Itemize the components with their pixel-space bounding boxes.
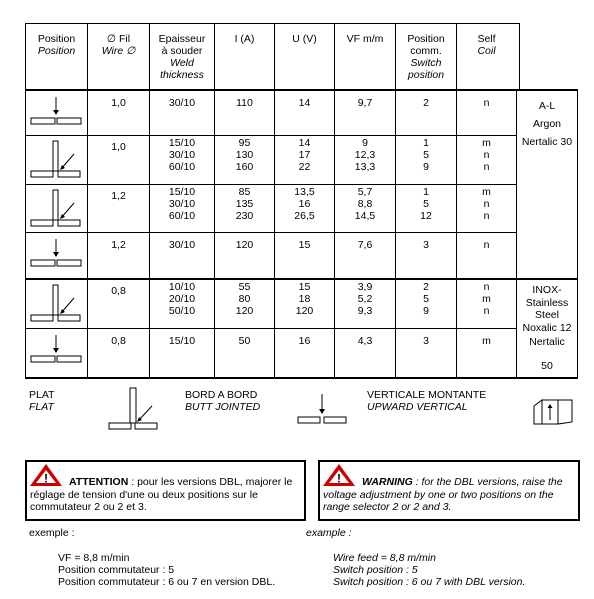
header-position: Position Position <box>37 33 76 57</box>
voltage-value: 26,5 <box>294 210 315 222</box>
butt-joint-icon <box>30 283 84 325</box>
wire-diameter: 0,8 <box>111 285 126 297</box>
switch-value: 2 <box>423 97 429 109</box>
cell-switch <box>396 186 456 222</box>
coil-value: m <box>482 293 491 305</box>
cell-thickness <box>150 186 214 222</box>
example-line3-en: Switch position : 6 ou 7 with DBL version. <box>333 576 526 588</box>
switch-value: 9 <box>423 305 429 317</box>
speed-value: 13,3 <box>354 161 376 173</box>
wire-diameter: 1,0 <box>111 141 126 153</box>
speed-value: 14,5 <box>354 210 376 222</box>
switch-value: 1 <box>423 186 429 198</box>
legend-vertical-label: VERTICALE MONTANTE UPWARD VERTICAL <box>367 389 487 413</box>
cell-thickness <box>150 97 214 109</box>
current-value: 120 <box>235 305 254 317</box>
thickness-value: 15/10 <box>168 335 196 347</box>
current-value: 135 <box>235 198 254 210</box>
thickness-value: 15/10 <box>168 186 196 198</box>
wire-diameter: 0,8 <box>111 335 126 347</box>
upward-vertical-joint-icon <box>532 396 574 426</box>
switch-value: 3 <box>423 239 429 251</box>
cell-coil <box>457 186 516 222</box>
voltage-value: 15 <box>298 239 311 251</box>
cell-voltage <box>275 137 334 173</box>
thickness-value: 60/10 <box>168 210 196 222</box>
cell-speed <box>335 281 395 317</box>
header-voltage: U (V) <box>292 33 317 45</box>
warning-box-fr <box>25 460 306 521</box>
cell-switch <box>396 239 456 251</box>
header-current: I (A) <box>234 33 255 45</box>
cell-switch <box>396 281 456 317</box>
cell-speed <box>335 137 395 173</box>
warning-triangle-icon <box>322 463 356 487</box>
wire-diameter: 1,2 <box>111 239 126 251</box>
butt-joint-icon <box>30 188 84 230</box>
legend-flat-label: PLAT FLAT <box>29 389 55 413</box>
speed-value: 3,9 <box>357 281 373 293</box>
warning-triangle-icon <box>29 463 63 487</box>
voltage-value: 18 <box>298 293 311 305</box>
cell-thickness <box>150 335 214 347</box>
example-line3-fr: Position commutateur : 6 ou 7 en version DBL. <box>58 576 276 588</box>
thickness-value: 30/10 <box>168 198 196 210</box>
speed-value: 5,7 <box>357 186 373 198</box>
cell-switch <box>396 97 456 109</box>
current-value: 80 <box>238 293 251 305</box>
coil-value: n <box>483 97 490 109</box>
voltage-value: 16 <box>298 335 311 347</box>
speed-value: 9,7 <box>357 97 373 109</box>
warning-title-fr: ATTENTION <box>69 476 129 488</box>
cell-voltage <box>275 239 334 251</box>
cell-thickness <box>150 281 214 317</box>
switch-value: 5 <box>423 293 429 305</box>
current-value: 50 <box>238 335 251 347</box>
coil-value: n <box>483 210 490 222</box>
thickness-value: 10/10 <box>168 281 196 293</box>
cell-speed <box>335 186 395 222</box>
coil-value: n <box>483 198 490 210</box>
gas-group-1: A-L Argon Nertalic 30 <box>521 100 573 148</box>
speed-value: 5,2 <box>357 293 373 305</box>
example-label-en: example : <box>306 527 352 539</box>
thickness-value: 30/10 <box>168 239 196 251</box>
butt-joint-icon <box>108 386 158 434</box>
current-value: 230 <box>235 210 254 222</box>
coil-value: m <box>482 137 491 149</box>
flat-position-icon <box>30 332 84 374</box>
cell-voltage <box>275 186 334 222</box>
cell-coil <box>457 281 516 317</box>
speed-value: 7,6 <box>357 239 373 251</box>
current-value: 85 <box>238 186 251 198</box>
voltage-value: 17 <box>298 149 311 161</box>
example-block-fr <box>58 552 275 588</box>
voltage-value: 13,5 <box>294 186 315 198</box>
header-speed: VF m/m <box>346 33 384 45</box>
cell-current <box>215 335 274 347</box>
header-wire: ∅ Fil Wire ∅ <box>101 33 136 57</box>
cell-coil <box>457 239 516 251</box>
cell-current <box>215 281 274 317</box>
cell-speed <box>335 335 395 347</box>
cell-current <box>215 239 274 251</box>
gas-group-2: INOX- Stainless Steel Noxalic 12 <box>522 284 572 334</box>
legend-butt-label: BORD A BORD BUTT JOINTED <box>185 389 261 413</box>
example-line1-fr: VF = 8,8 m/min <box>58 552 130 564</box>
voltage-value: 22 <box>298 161 311 173</box>
cell-current <box>215 186 274 222</box>
voltage-value: 15 <box>298 281 311 293</box>
warning-box-en <box>318 460 580 521</box>
cell-switch <box>396 335 456 347</box>
header-switch: Position comm. Switch position <box>407 33 445 81</box>
flat-position-icon <box>30 236 84 278</box>
current-value: 130 <box>235 149 254 161</box>
warning-line3-en: range selector 2 or 2 and 3. <box>323 501 452 513</box>
coil-value: n <box>483 281 490 293</box>
warning-line2-en: voltage adjustment by one or two positions on the <box>323 489 554 501</box>
switch-value: 5 <box>423 149 429 161</box>
switch-value: 3 <box>423 335 429 347</box>
example-label-fr: exemple : <box>29 527 75 539</box>
switch-value: 5 <box>423 198 429 210</box>
cell-voltage <box>275 281 334 317</box>
cell-voltage <box>275 97 334 109</box>
coil-value: n <box>483 239 490 251</box>
speed-value: 12,3 <box>354 149 376 161</box>
thickness-value: 50/10 <box>168 305 196 317</box>
cell-voltage <box>275 335 334 347</box>
speed-value: 9 <box>362 137 368 149</box>
header-coil: Self Coil <box>477 33 496 57</box>
switch-value: 1 <box>423 137 429 149</box>
current-value: 110 <box>236 97 253 109</box>
wire-diameter: 1,2 <box>111 190 126 202</box>
voltage-value: 16 <box>298 198 311 210</box>
thickness-value: 20/10 <box>168 293 196 305</box>
thickness-value: 15/10 <box>168 137 196 149</box>
warning-title-en: WARNING <box>362 476 413 488</box>
example-block-en <box>333 552 525 588</box>
example-line2-en: Switch position : 5 <box>333 564 418 576</box>
warning-line1-fr: : pour les versions DBL, majorer le <box>128 476 293 488</box>
cell-speed <box>335 97 395 109</box>
cell-current <box>215 97 274 109</box>
speed-value: 8,8 <box>357 198 373 210</box>
warning-line2-fr: réglage de tension d'une ou deux positions sur le <box>30 489 258 501</box>
flat-position-icon <box>30 94 84 136</box>
voltage-value: 14 <box>298 97 311 109</box>
butt-joint-icon <box>30 139 84 181</box>
speed-value: 9,3 <box>357 305 373 317</box>
gas-group-3: Nertalic 50 <box>529 336 565 372</box>
switch-value: 9 <box>423 161 429 173</box>
thickness-value: 30/10 <box>168 97 196 109</box>
current-value: 55 <box>238 281 251 293</box>
voltage-value: 14 <box>298 137 311 149</box>
cell-coil <box>457 335 516 347</box>
example-line2-fr: Position commutateur : 5 <box>58 564 175 576</box>
current-value: 120 <box>235 239 254 251</box>
svg-text:!: ! <box>44 471 48 486</box>
thickness-value: 60/10 <box>168 161 196 173</box>
cell-thickness <box>150 239 214 251</box>
switch-value: 2 <box>423 281 429 293</box>
header-thickness: Epaisseur à souder Weld thickness <box>158 33 206 81</box>
voltage-value: 120 <box>295 305 314 317</box>
cell-current <box>215 137 274 173</box>
thickness-value: 30/10 <box>168 149 196 161</box>
coil-value: n <box>483 149 490 161</box>
cell-thickness <box>150 137 214 173</box>
cell-coil <box>457 137 516 173</box>
coil-value: n <box>483 161 490 173</box>
switch-value: 12 <box>420 210 432 222</box>
warning-line1-en: : for the DBL versions, raise the <box>412 476 563 488</box>
warning-line3-fr: commutateur 2 ou 2 et 3. <box>30 501 147 513</box>
cell-coil <box>457 97 516 109</box>
coil-value: n <box>483 305 490 317</box>
wire-diameter: 1,0 <box>111 97 126 109</box>
current-value: 160 <box>235 161 254 173</box>
speed-value: 4,3 <box>357 335 373 347</box>
cell-switch <box>396 137 456 173</box>
example-line1-en: Wire feed = 8,8 m/min <box>333 552 436 564</box>
coil-value: m <box>482 335 491 347</box>
svg-text:!: ! <box>337 471 341 486</box>
cell-speed <box>335 239 395 251</box>
vertical-position-icon <box>297 392 349 426</box>
current-value: 95 <box>238 137 251 149</box>
coil-value: m <box>482 186 491 198</box>
